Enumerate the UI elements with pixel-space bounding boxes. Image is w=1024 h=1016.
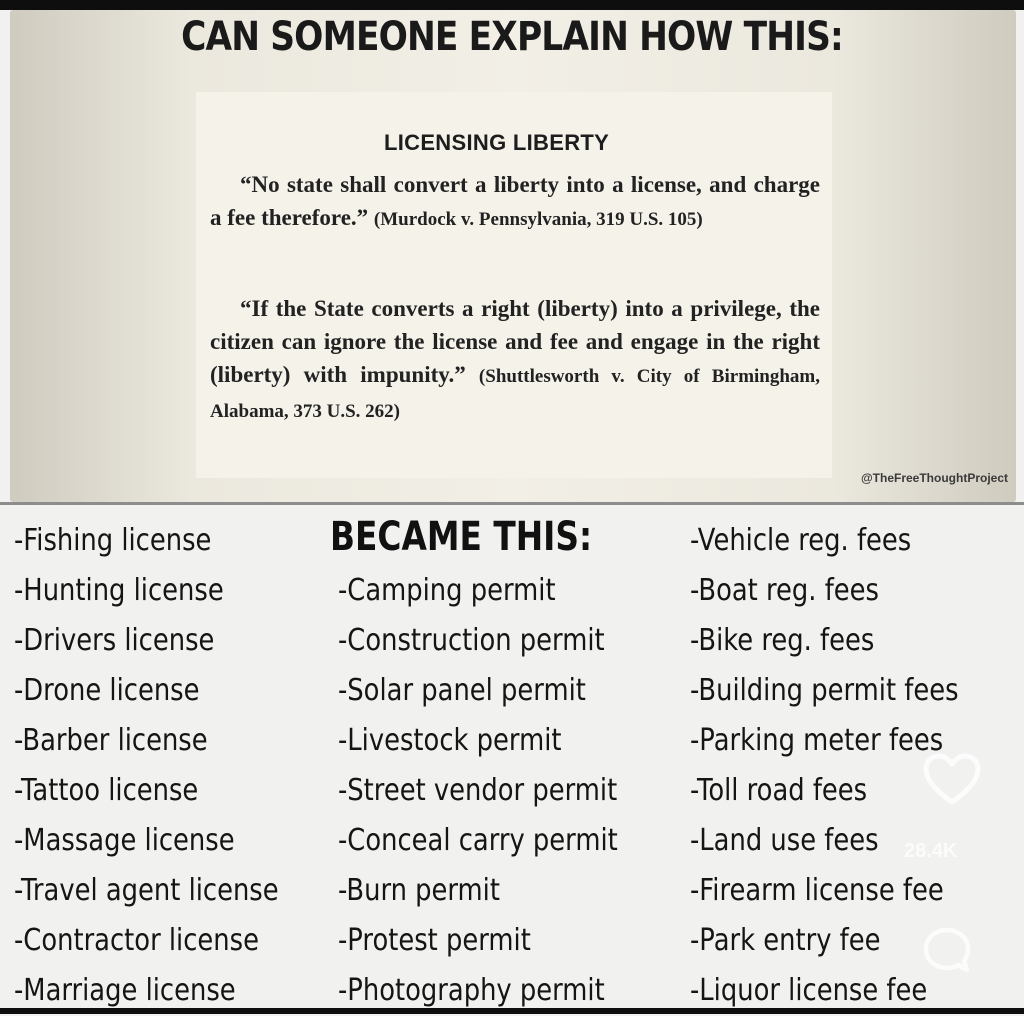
list-item: -Burn permit (338, 873, 500, 908)
quote-citation: (Shuttlesworth v. City of Birmingham, Alabama, 373 U.S. 262) (210, 366, 821, 422)
list-item: -Boat reg. fees (690, 573, 879, 608)
list-item: -Protest permit (338, 923, 531, 958)
subheading: BECAME THIS: (330, 514, 593, 560)
watermark: @TheFreeThoughtProject (860, 471, 1008, 485)
quote-murdock (210, 168, 820, 236)
list-item: -Liquor license fee (690, 973, 928, 1008)
top-frame-bar (0, 0, 1024, 10)
list-item: -Contractor license (14, 923, 259, 958)
list-item: -Parking meter fees (690, 723, 944, 758)
list-item: -Drone license (14, 673, 200, 708)
list-item: -Construction permit (338, 623, 605, 658)
list-item: -Vehicle reg. fees (690, 523, 912, 558)
list-item: -Livestock permit (338, 723, 562, 758)
list-item: -Marriage license (14, 973, 236, 1008)
comment-icon[interactable] (920, 924, 974, 978)
headline: CAN SOMEONE EXPLAIN HOW THIS: (181, 14, 843, 60)
quote-shuttlesworth (210, 292, 820, 428)
list-item: -Barber license (14, 723, 208, 758)
like-count: 28.4K (904, 840, 958, 862)
list-item: -Park entry fee (690, 923, 881, 958)
list-item: -Firearm license fee (690, 873, 944, 908)
quote-text: “No state shall convert a liberty into a license, and charge a fee therefore.” (210, 172, 820, 230)
list-item: -Street vendor permit (338, 773, 618, 808)
list-item: -Photography permit (338, 973, 605, 1008)
list-item: -Bike reg. fees (690, 623, 875, 658)
list-item: -Solar panel permit (338, 673, 586, 708)
bottom-frame-bar (0, 1008, 1024, 1014)
list-item: -Building permit fees (690, 673, 959, 708)
list-item: -Conceal carry permit (338, 823, 618, 858)
list-item: -Land use fees (690, 823, 879, 858)
book-heading: LICENSING LIBERTY (384, 130, 610, 155)
permit-list (338, 566, 663, 1016)
quote-text: “If the State converts a right (liberty) into a privilege, the citizen can ignore the license and fee and engage in the right (liberty) with impunity.” (210, 296, 820, 387)
list-item: -Massage license (14, 823, 235, 858)
list-item: -Camping permit (338, 573, 556, 608)
list-item: -Toll road fees (690, 773, 868, 808)
list-item: -Tattoo license (14, 773, 199, 808)
heart-icon[interactable] (922, 752, 982, 808)
quote-citation: (Murdock v. Pennsylvania, 319 U.S. 105) (373, 209, 703, 230)
license-list (14, 516, 322, 1016)
section-divider (0, 502, 1024, 505)
list-item: -Fishing license (14, 523, 212, 558)
list-item: -Hunting license (14, 573, 224, 608)
list-item: -Drivers license (14, 623, 215, 658)
list-item: -Travel agent license (14, 873, 279, 908)
